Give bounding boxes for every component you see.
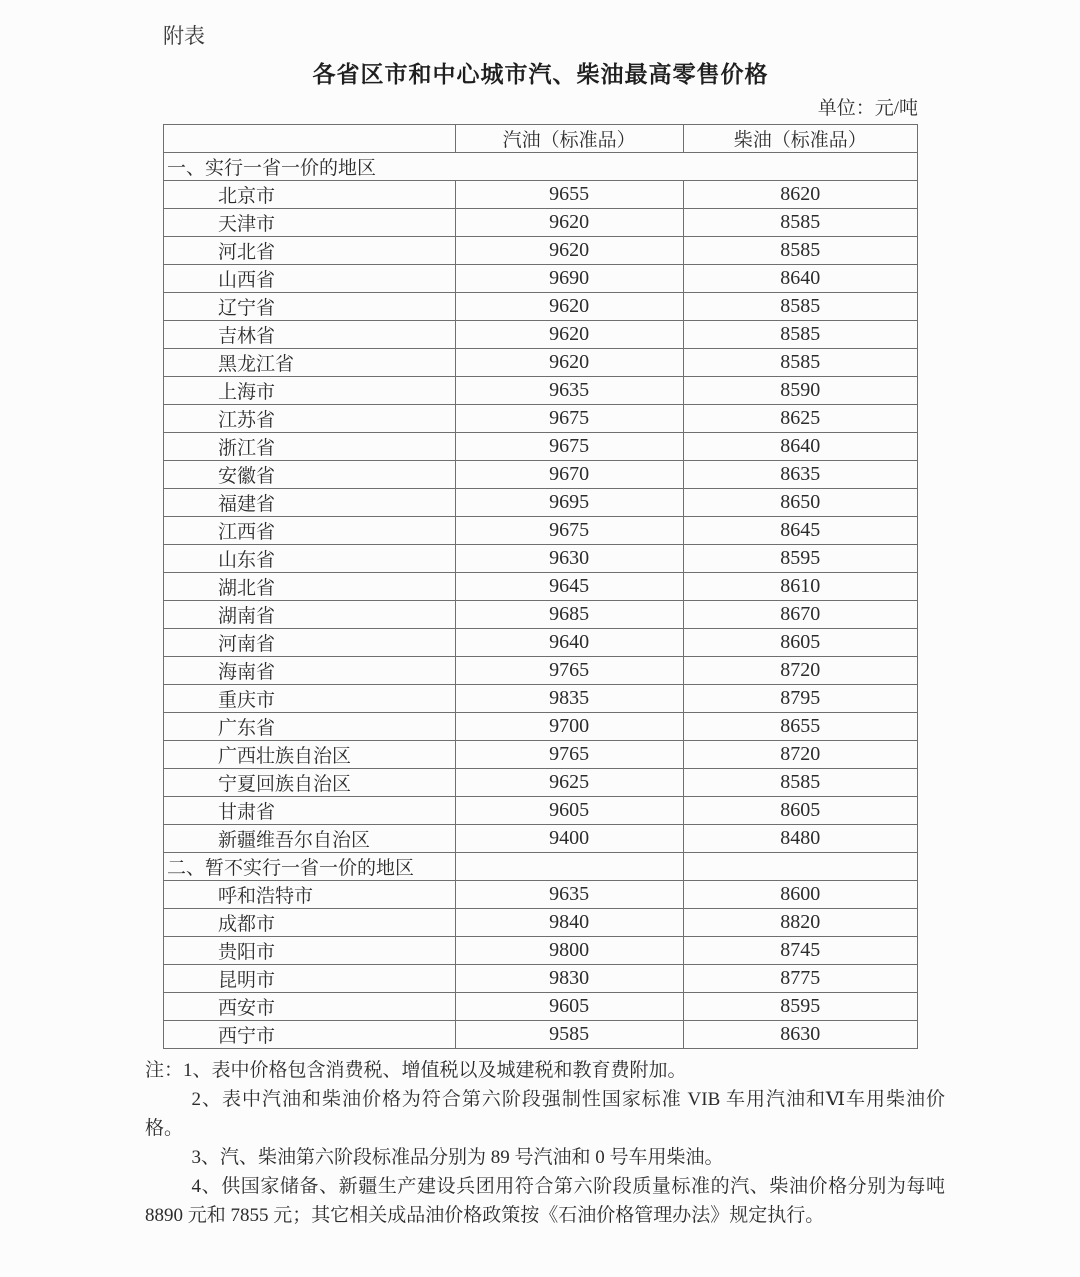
gasoline-price-cell: 9675 [455,433,683,461]
diesel-price-cell: 8585 [683,209,918,237]
region-cell: 吉林省 [164,321,456,349]
region-cell: 贵阳市 [164,937,456,965]
diesel-price-cell: 8630 [683,1021,918,1049]
region-cell: 浙江省 [164,433,456,461]
region-cell: 安徽省 [164,461,456,489]
gasoline-price-cell: 9675 [455,405,683,433]
gasoline-price-cell: 9765 [455,741,683,769]
diesel-price-cell: 8645 [683,517,918,545]
table-row [164,433,918,461]
table-row [164,1021,918,1049]
gasoline-price-cell: 9585 [455,1021,683,1049]
gasoline-price-cell: 9670 [455,461,683,489]
diesel-price-cell: 8720 [683,741,918,769]
diesel-price-cell: 8650 [683,489,918,517]
note-item: 3、汽、柴油第六阶段标准品分别为 89 号汽油和 0 号车用柴油。 [191,1147,724,1168]
region-cell: 河南省 [164,629,456,657]
region-cell: 江西省 [164,517,456,545]
table-row [164,181,918,209]
diesel-price-cell: 8585 [683,237,918,265]
gasoline-price-cell: 9620 [455,237,683,265]
table-row [164,517,918,545]
table-row [164,461,918,489]
diesel-price-cell: 8480 [683,825,918,853]
section-header-row [164,153,918,181]
region-cell: 西安市 [164,993,456,1021]
table-row [164,405,918,433]
table-row [164,741,918,769]
gasoline-price-cell: 9625 [455,769,683,797]
section-header-row [164,853,918,881]
table-row [164,601,918,629]
region-cell: 湖南省 [164,601,456,629]
diesel-price-cell: 8820 [683,909,918,937]
gasoline-price-cell: 9645 [455,573,683,601]
table-row [164,769,918,797]
gasoline-price-cell: 9635 [455,881,683,909]
region-cell: 甘肃省 [164,797,456,825]
gasoline-price-cell: 9400 [455,825,683,853]
diesel-price-cell: 8655 [683,713,918,741]
gasoline-price-cell: 9690 [455,265,683,293]
region-cell: 呼和浩特市 [164,881,456,909]
unit-label: 单位：元/吨 [817,98,918,119]
diesel-price-cell: 8745 [683,937,918,965]
region-cell: 西宁市 [164,1021,456,1049]
gasoline-price-cell: 9640 [455,629,683,657]
diesel-price-cell: 8635 [683,461,918,489]
gasoline-price-cell: 9700 [455,713,683,741]
region-cell: 昆明市 [164,965,456,993]
table-row [164,657,918,685]
diesel-price-cell: 8595 [683,545,918,573]
region-cell: 广东省 [164,713,456,741]
region-cell: 重庆市 [164,685,456,713]
table-row [164,909,918,937]
diesel-price-cell: 8720 [683,657,918,685]
gasoline-price-cell: 9605 [455,797,683,825]
diesel-price-cell: 8585 [683,769,918,797]
column-header-gasoline: 汽油（标准品） [455,125,683,153]
table-row [164,629,918,657]
table-row [164,349,918,377]
gasoline-price-cell: 9695 [455,489,683,517]
table-row [164,965,918,993]
region-cell: 北京市 [164,181,456,209]
diesel-price-cell: 8795 [683,685,918,713]
table-row [164,881,918,909]
table-row [164,937,918,965]
table-row [164,265,918,293]
gasoline-price-cell: 9685 [455,601,683,629]
diesel-price-cell: 8640 [683,433,918,461]
diesel-price-cell: 8600 [683,881,918,909]
gasoline-price-cell: 9620 [455,321,683,349]
gasoline-price-cell: 9765 [455,657,683,685]
gasoline-price-cell: 9835 [455,685,683,713]
page-title: 各省区市和中心城市汽、柴油最高零售价格 [312,62,769,87]
diesel-price-cell: 8595 [683,993,918,1021]
empty-cell [455,853,683,881]
empty-cell [683,853,918,881]
region-cell: 山东省 [164,545,456,573]
gasoline-price-cell: 9620 [455,293,683,321]
diesel-price-cell: 8585 [683,293,918,321]
diesel-price-cell: 8640 [683,265,918,293]
section-header-cell: 二、暂不实行一省一价的地区 [164,853,456,881]
appendix-label: 附表 [163,24,205,48]
gasoline-price-cell: 9620 [455,349,683,377]
section-header-cell: 一、实行一省一价的地区 [164,153,918,181]
region-cell: 湖北省 [164,573,456,601]
table-header-row [164,125,918,153]
gasoline-price-cell: 9840 [455,909,683,937]
note-item: 注：1、表中价格包含消费税、增值税以及城建税和教育费附加。 [145,1060,687,1081]
region-cell: 天津市 [164,209,456,237]
region-cell: 海南省 [164,657,456,685]
diesel-price-cell: 8775 [683,965,918,993]
table-row [164,489,918,517]
note-item: 4、供国家储备、新疆生产建设兵团用符合第六阶段质量标准的汽、柴油价格分别为每吨 8890 元和 7855 元；其它相关成品油价格政策按《石油价格管理办法》规定执行。 [145,1176,945,1226]
diesel-price-cell: 8605 [683,797,918,825]
region-cell: 山西省 [164,265,456,293]
diesel-price-cell: 8610 [683,573,918,601]
region-cell: 福建省 [164,489,456,517]
diesel-price-cell: 8585 [683,349,918,377]
table-row [164,237,918,265]
region-cell: 新疆维吾尔自治区 [164,825,456,853]
diesel-price-cell: 8605 [683,629,918,657]
gasoline-price-cell: 9830 [455,965,683,993]
gasoline-price-cell: 9630 [455,545,683,573]
gasoline-price-cell: 9635 [455,377,683,405]
region-cell: 辽宁省 [164,293,456,321]
region-cell: 河北省 [164,237,456,265]
region-cell: 成都市 [164,909,456,937]
diesel-price-cell: 8670 [683,601,918,629]
table-row [164,713,918,741]
table-row [164,573,918,601]
column-header-region [164,125,456,153]
diesel-price-cell: 8585 [683,321,918,349]
column-header-diesel: 柴油（标准品） [683,125,918,153]
region-cell: 宁夏回族自治区 [164,769,456,797]
gasoline-price-cell: 9675 [455,517,683,545]
region-cell: 上海市 [164,377,456,405]
table-row [164,377,918,405]
table-body [164,153,918,1049]
table-row [164,797,918,825]
gasoline-price-cell: 9605 [455,993,683,1021]
gasoline-price-cell: 9800 [455,937,683,965]
region-cell: 黑龙江省 [164,349,456,377]
table-row [164,545,918,573]
diesel-price-cell: 8620 [683,181,918,209]
region-cell: 江苏省 [164,405,456,433]
table-row [164,993,918,1021]
document-content [145,22,945,1230]
table-row [164,685,918,713]
table-row [164,293,918,321]
gasoline-price-cell: 9620 [455,209,683,237]
price-table [163,124,918,1049]
diesel-price-cell: 8590 [683,377,918,405]
table-row [164,825,918,853]
note-item: 2、表中汽油和柴油价格为符合第六阶段强制性国家标准 VIB 车用汽油和Ⅵ车用柴油价格。 [145,1089,945,1139]
table-row [164,209,918,237]
region-cell: 广西壮族自治区 [164,741,456,769]
notes-section [145,1056,945,1230]
gasoline-price-cell: 9655 [455,181,683,209]
table-row [164,321,918,349]
diesel-price-cell: 8625 [683,405,918,433]
